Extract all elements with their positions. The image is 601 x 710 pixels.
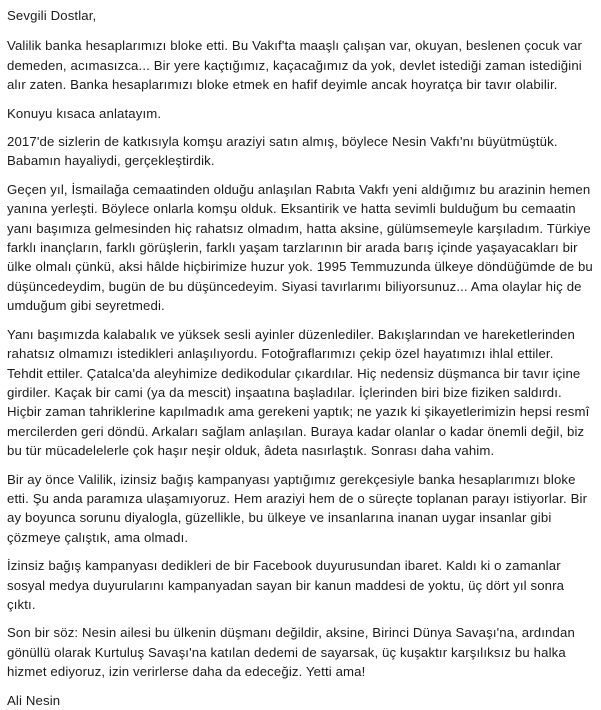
letter-signature: Ali Nesin [7, 692, 61, 708]
letter-paragraph: Valilik banka hesaplarımızı bloke etti. Bu Vakıf'ta maaşlı çalışan var, okuyan, beslenen çocuk var demeden, acımasızca... Bir yere kaçtığımız, kaçacağımız da yok, devlet istediği zaman istediğini alır zaten. Banka hesaplarımızı bloke etmek en hafif deyimle ancak hoyratça bir tavır olabilir. [7, 38, 582, 93]
letter-paragraph: İzinsiz bağış kampanyası dedikleri de bir Facebook duyurusundan ibaret. Kaldı ki o zamanlar sosyal medya duyurularını kampanyadan sayan bir kanun maddesi de yoktu, üç dört yıl sonra çıktı. [7, 558, 565, 612]
letter-paragraph: Bir ay önce Valilik, izinsiz bağış kampanyası yaptığımız gerekçesiyle banka hesaplarımızı bloke etti. Şu anda paramıza ulaşamıyoruz. Hem araziyi hem de o süreçte toplanan parayı istiyorlar. Bir ay boyunca sorunu diyalogla, güzellikle, bu ülkeye ve insanlarına inanan uygar insanlar gibi çözmeye çalıştık, ama olmadı. [7, 471, 588, 545]
letter-paragraph: Son bir söz: Nesin ailesi bu ülkenin düşmanı değildir, aksine, Birinci Dünya Savaşı'na, ardından gönüllü olarak Kurtuluş Savaşı'na katılan dedemi de sayarsak, üç kuşaktır karşılıksız bu halka hizmet ediyoruz, izin verirlerse daha da edeceğiz. Yetti ama! [7, 625, 575, 680]
letter-paragraph: Konuyu kısaca anlatayım. [7, 105, 162, 121]
letter-paragraph: Geçen yıl, İsmailağa cemaatinden olduğu anlaşılan Rabıta Vakfı yeni aldığımız bu arazinin hemen yanına yerleşti. Böylece onlarla komşu olduk. Eksantirik ve hatta sevimli bulduğum bu cemaatin yanı başımıza gelmesinden hiç rahatsız olmadım, hatta aksine, gülümsemeyle karşıladım. Türkiye farklı inançların, farklı görüşlerin, farklı yaşam tarzlarının bir arada barış içinde yaşayacakları bir ülke olmalı çünkü, aksi hâlde hiçbirimize huzur yok. 1995 Temmuzunda ülkeye döndüğümde de bu düşüncedeydim, bugün de bu düşüncedeyim. Siyasi tavırlarımı biliyorsunuz... Ama olaylar hiç de umduğum gibi seyretmedi. [7, 181, 593, 314]
letter-salutation: Sevgili Dostlar, [7, 8, 97, 23]
letter-paragraph: Yanı başımızda kalabalık ve yüksek sesli ayinler düzenlediler. Bakışlarından ve hareketlerinden rahatsız olmamızı istedikleri anlaşılıyordu. Fotoğraflarımızı çekip özel hayatımızı ihlal ettiler. Tehdit ettiler. Çatalca'da aleyhimize dedikodular çıkardılar. Hiç nedensiz düşmanca bir tavır içine girdiler. Kaçak bir cami (ya da mescit) inşaatına başladılar. İçlerinden biri bize fiziken saldırdı. Hiçbir zaman tahriklerine kapılmadık ama gerekeni yaptık; ne yazık ki şikayetlerimizin hepsi resmî mercilerden geri döndü. Arkaları sağlam anlaşılan. Buraya kadar olanlar o kadar önemli değil, biz bu tür mücadelelerle çok haşır neşir olduk, âdeta nasırlaştık. Sonrası daha vahim. [7, 326, 590, 459]
letter-paragraph: 2017'de sizlerin de katkısıyla komşu araziyi satın almış, böylece Nesin Vakfı'nı büyütmüştük. Babamın hayaliydi, gerçekleştirdik. [7, 134, 558, 169]
